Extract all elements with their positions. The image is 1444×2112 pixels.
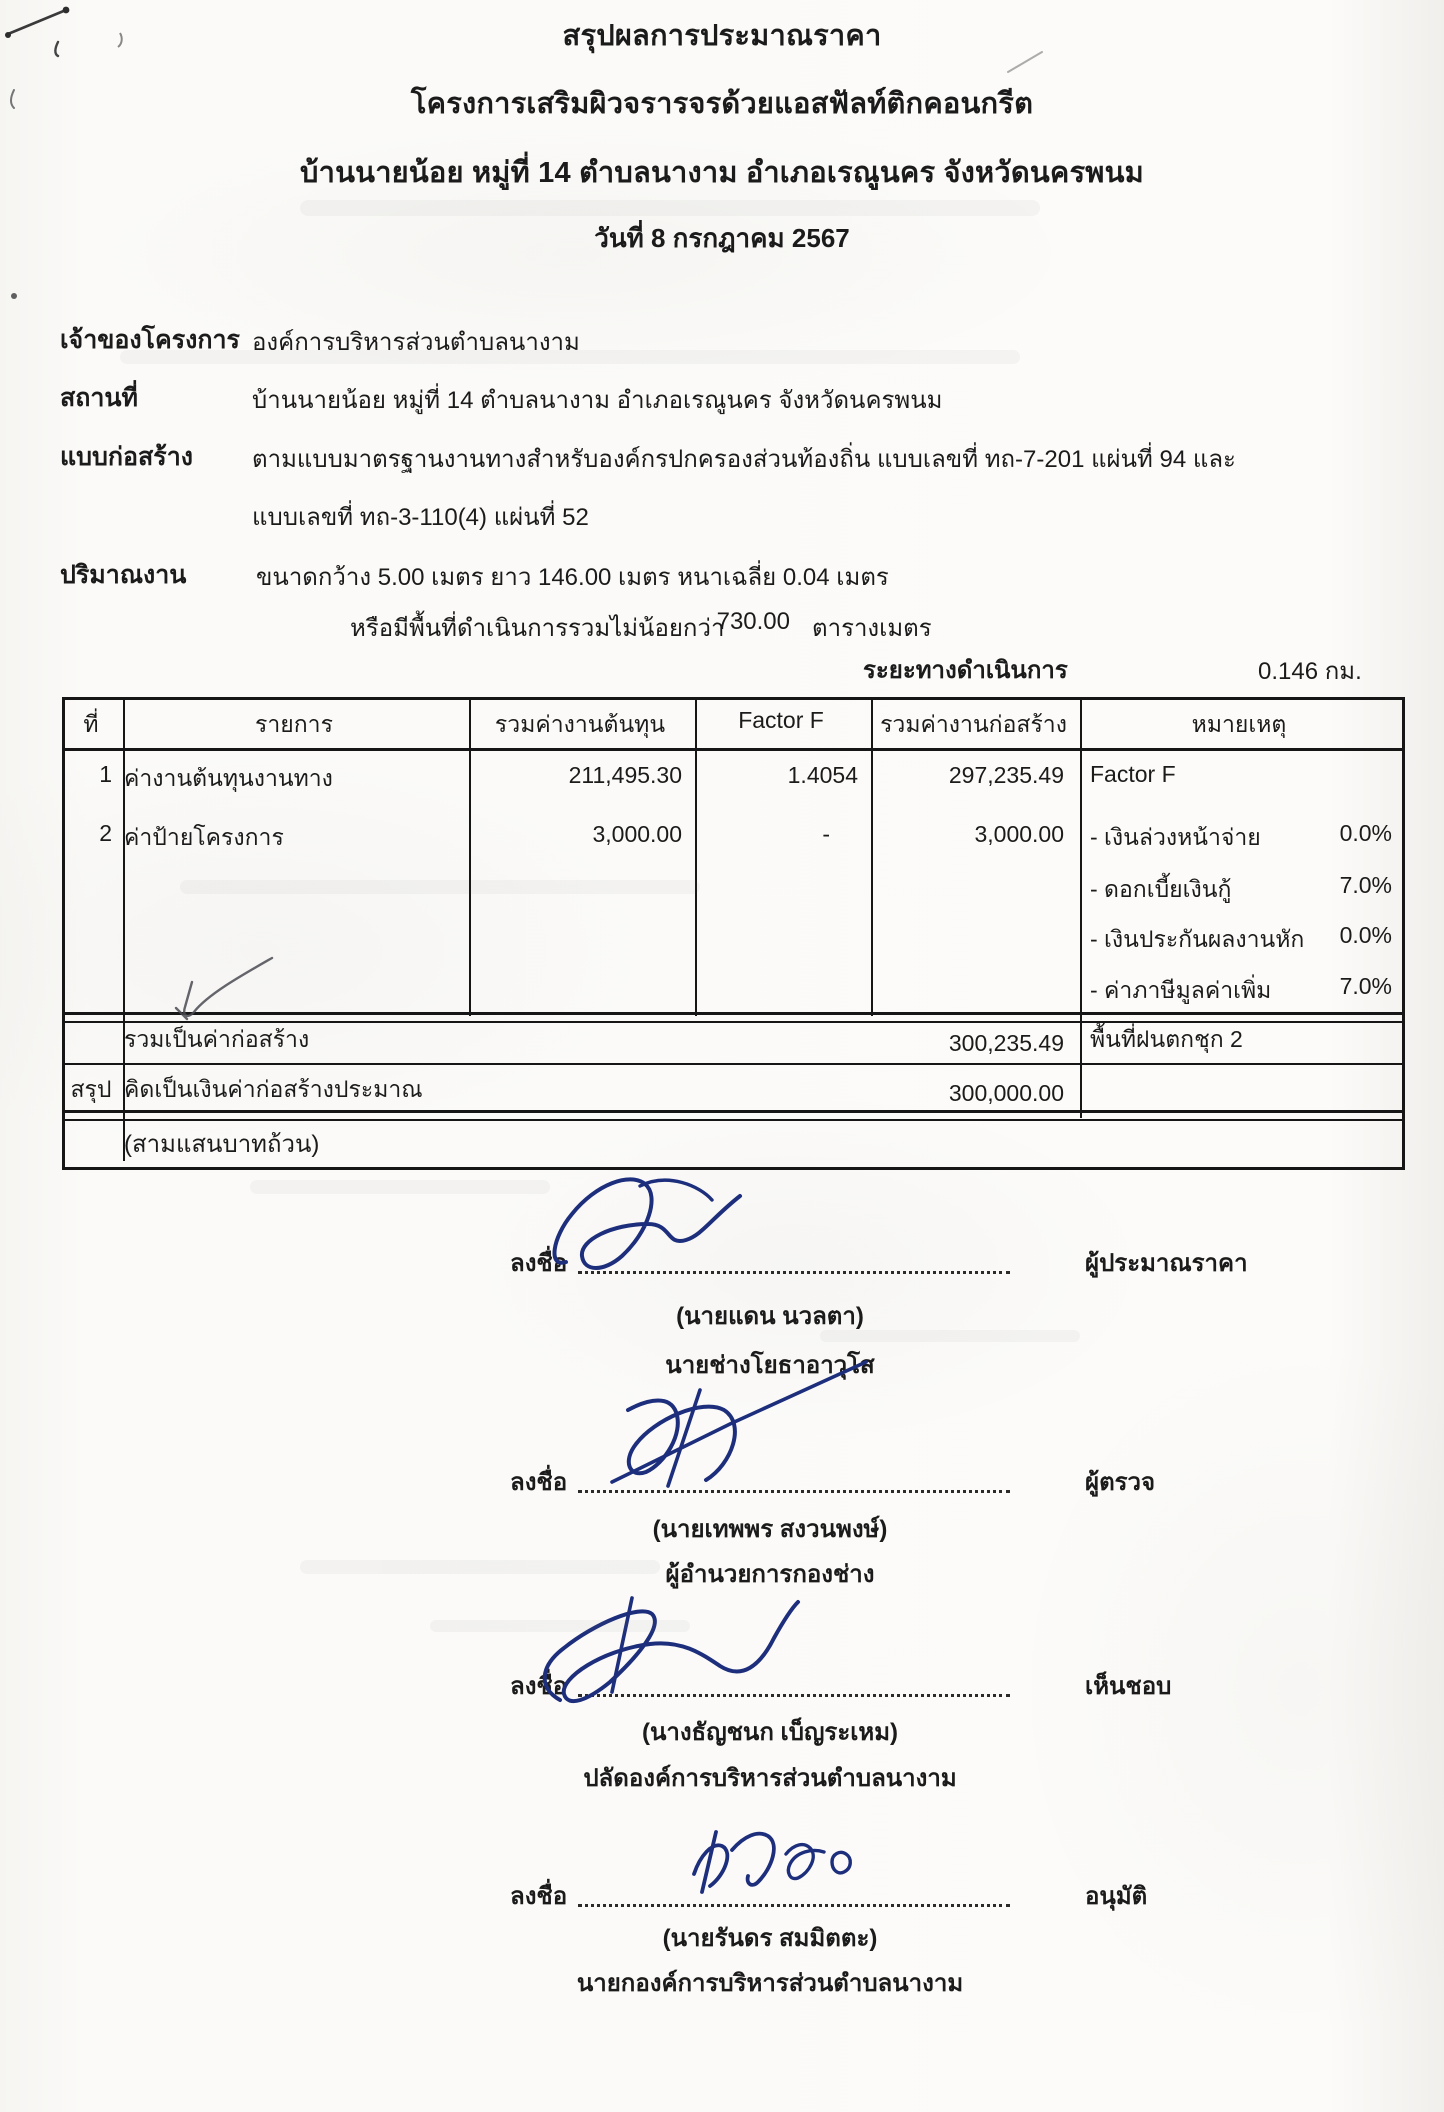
row-construction: 297,235.49 [948,762,1064,788]
row-factor: 1.4054 [787,762,858,788]
quantity-value: ขนาดกว้าง 5.00 เมตร ยาว 146.00 เมตร หนาเฉลี่ย 0.04 เมตร [256,564,889,591]
signer-name: (นายรันดร สมมิตตะ) [662,1925,878,1952]
row-item: ค่างานต้นทุนงานทาง [124,765,333,791]
note-percent: 7.0% [1339,872,1392,898]
distance-label: ระยะทางดำเนินการ [863,657,1068,684]
distance-value: 0.146 กม. [1258,658,1362,685]
row-factor: - [822,821,830,847]
signer-title: นายกองค์การบริหารส่วนตำบลนางาม [576,1970,964,1997]
sign-label: ลงชื่อ [510,1673,568,1700]
signer-role: อนุมัติ [1085,1883,1148,1910]
quantity-label: ปริมาณงาน [60,561,187,589]
row-note-percent: 0.0% [1339,820,1392,846]
signature-ink-1b [640,1180,712,1200]
table-row-rule [65,1063,1402,1065]
drawing-label: แบบก่อสร้าง [60,443,193,471]
project-location-line: บ้านนายน้อย หมู่ที่ 14 ตำบลนางาม อำเภอเรณูนคร จังหวัดนครพนม [300,157,1144,189]
signer-title: ผู้อำนวยการกองช่าง [665,1561,875,1588]
row-cost: 3,000.00 [592,821,682,847]
signature-line [578,1241,1010,1274]
row-note: Factor F [1090,761,1176,787]
row-no: 2 [99,820,112,846]
col-header-item: รายการ [255,711,333,737]
location-value: บ้านนายน้อย หมู่ที่ 14 ตำบลนางาม อำเภอเรณูนคร จังหวัดนครพนม [252,387,943,414]
signer-name: (นายแดน นวลตา) [676,1303,864,1330]
table-header-rule [65,748,1402,751]
total-label: รวมเป็นค่าก่อสร้าง [124,1026,310,1052]
summary-label: คิดเป็นเงินค่าก่อสร้างประมาณ [124,1076,423,1102]
document-date: วันที่ 8 กรกฎาคม 2567 [594,223,850,253]
total-note: พื้นที่ฝนตกชุก 2 [1090,1026,1243,1052]
sign-label: ลงชื่อ [510,1250,568,1277]
signer-title: ปลัดองค์การบริหารส่วนตำบลนางาม [583,1765,957,1792]
row-cost: 211,495.30 [568,762,682,788]
row-note: - เงินล่วงหน้าจ่าย [1090,824,1261,850]
sign-label: ลงชื่อ [510,1883,568,1910]
note-line: - ค่าภาษีมูลค่าเพิ่ม [1090,977,1272,1003]
row-item: ค่าป้ายโครงการ [124,824,284,850]
signer-role: เห็นชอบ [1085,1673,1172,1700]
summary-value: 300,000.00 [948,1080,1064,1106]
drawing-line1: ตามแบบมาตรฐานงานทางสำหรับองค์กรปกครองส่วนท้องถิ่น แบบเลขที่ ทถ-7-201 แผ่นที่ 94 และ [252,446,1236,473]
col-header-cost: รวมค่างานต้นทุน [494,711,666,737]
owner-label: เจ้าของโครงการ [60,326,240,354]
amount-in-words: (สามแสนบาทถ้วน) [124,1131,320,1158]
drawing-line2: แบบเลขที่ ทถ-3-110(4) แผ่นที่ 52 [252,504,589,531]
summary-no: สรุป [70,1076,112,1102]
col-header-no: ที่ [83,711,99,737]
owner-value: องค์การบริหารส่วนตำบลนางาม [252,329,580,356]
note-percent: 7.0% [1339,973,1392,999]
area-text: หรือมีพื้นที่ดำเนินการรวมไม่น้อยกว่า [350,615,725,642]
row-construction: 3,000.00 [974,821,1064,847]
col-header-note: หมายเหตุ [1191,711,1287,737]
area-value: 730.00 [716,608,790,635]
document-title: สรุปผลการประมาณราคา [562,20,882,52]
col-header-factor: Factor F [738,707,824,733]
area-unit: ตารางเมตร [812,615,932,642]
signer-role: ผู้ประมาณราคา [1085,1250,1248,1277]
scan-artifact [11,293,17,299]
note-line: - ดอกเบี้ยเงินกู้ [1090,876,1232,902]
sign-label: ลงชื่อ [510,1469,568,1496]
signer-name: (นายเทพพร สงวนพงษ์) [652,1516,888,1543]
signature-line [578,1874,1010,1907]
note-line: - เงินประกันผลงานหัก [1090,926,1305,952]
col-header-construction: รวมค่างานก่อสร้าง [880,711,1067,737]
signature-line [578,1664,1010,1697]
location-label: สถานที่ [60,384,139,412]
row-no: 1 [99,761,112,787]
table-grid-line [1080,700,1082,1118]
project-name: โครงการเสริมผิวจรารจรด้วยแอสฟัลท์ติกคอนกรีต [410,88,1034,120]
note-percent: 0.0% [1339,922,1392,948]
signature-line [578,1460,1010,1493]
table-summary-rule [65,1110,1402,1121]
total-value: 300,235.49 [948,1030,1064,1056]
signer-name: (นางธัญชนก เบ็ญระเหม) [641,1719,899,1746]
signer-role: ผู้ตรวจ [1085,1469,1156,1496]
signer-title: นายช่างโยธาอาวุโส [665,1352,875,1379]
